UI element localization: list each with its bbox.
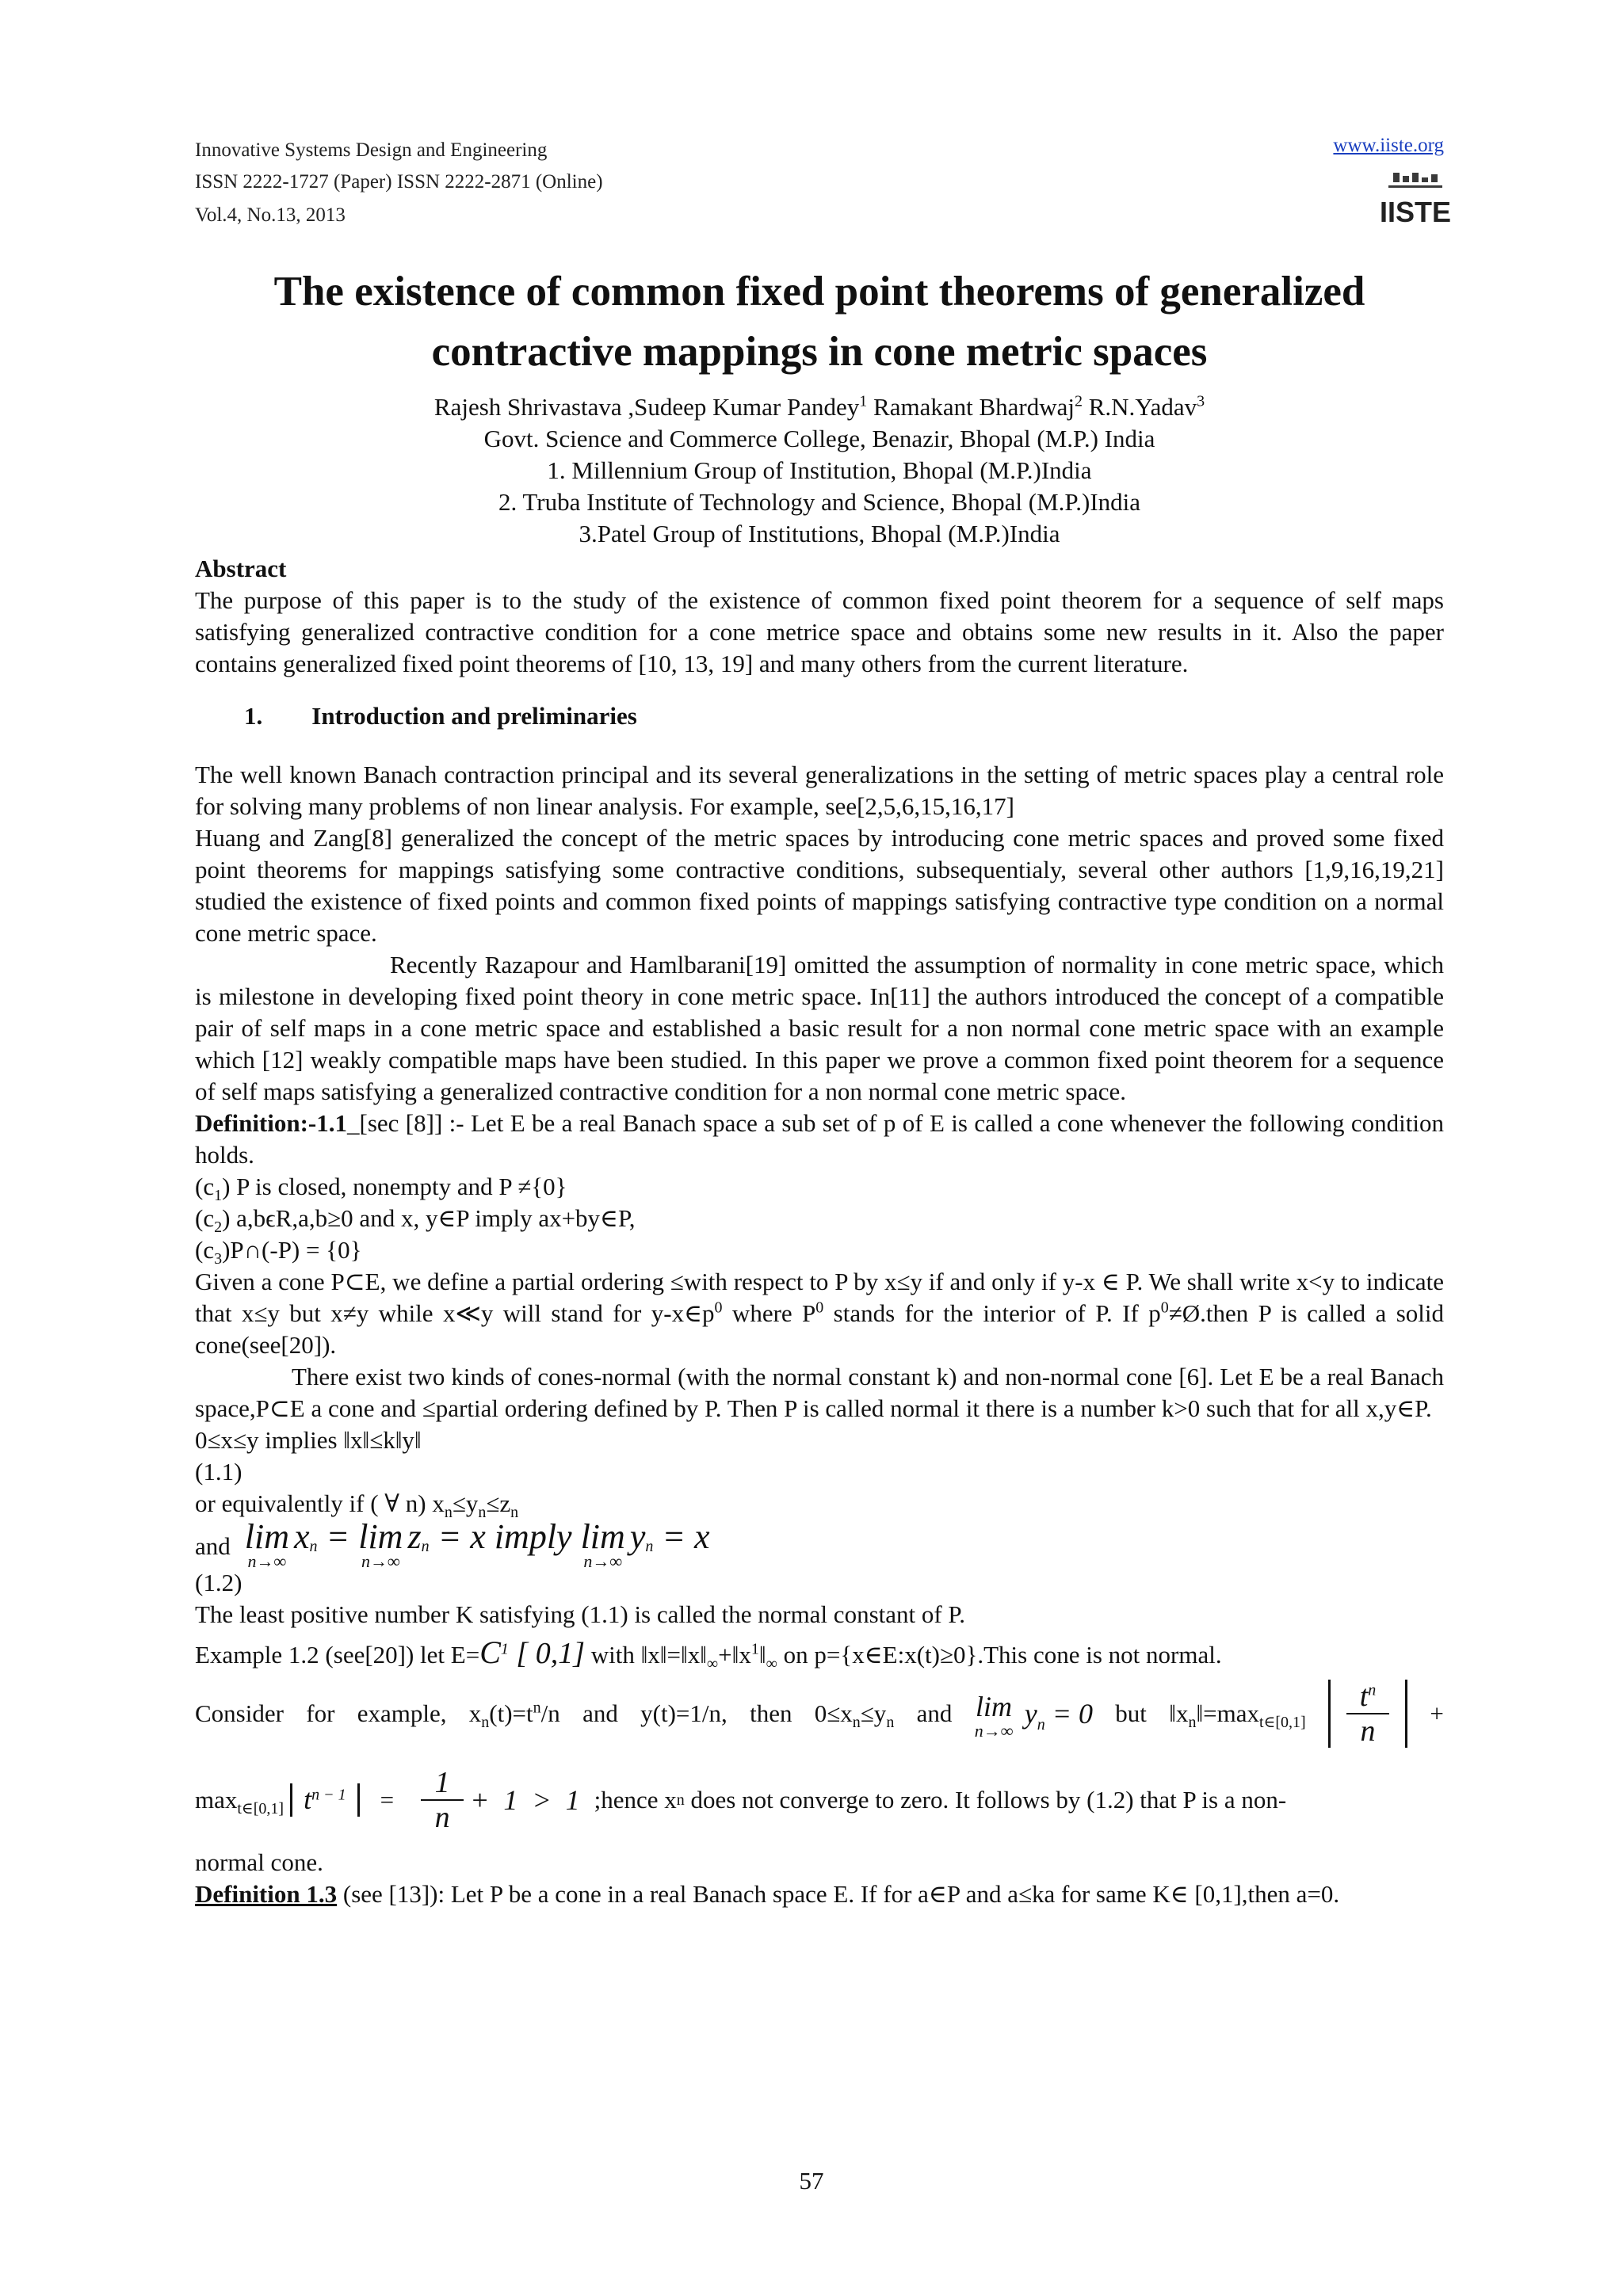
xn-t: (t)=t xyxy=(489,1699,533,1727)
w-yt: y(t)=1/n, xyxy=(640,1699,727,1727)
condition-c3 xyxy=(195,1234,1444,1266)
c3-text: P∩(-P) = {0} xyxy=(230,1236,362,1264)
w-norm xyxy=(1169,1698,1305,1730)
equiv-sub-x: n xyxy=(444,1504,453,1522)
paper-title xyxy=(195,261,1444,382)
example-1-2 xyxy=(195,1634,1444,1673)
abs-t: t xyxy=(304,1783,312,1815)
abs-tn1 xyxy=(290,1783,360,1817)
c2-close: ) xyxy=(222,1204,237,1232)
definition-1-3-label: Definition 1.3 xyxy=(195,1880,338,1908)
body-text xyxy=(195,553,1444,1910)
lim-4-y-sub: n xyxy=(1037,1716,1045,1734)
c2-text: a,bϵR,a,b≥0 and x, y∈P imply ax+by∈P, xyxy=(236,1204,636,1232)
paragraph-2: Huang and Zang[8] generalized the concept of the metric spaces by introducing cone metric spaces and proved some fixed point theorems for mappings satisfying some contractive conditions, subsequentialy, several other authors [1,9,16,19,21] studied the existence of fixed points and common fixed points of mappings satisfying contractive type condition on a normal cone metric space. xyxy=(195,824,1444,947)
definition-1-3 xyxy=(195,1878,1444,1910)
affiliation-2: 2. Truba Institute of Technology and Science, Bhopal (M.P.)India xyxy=(498,488,1141,516)
eq-y: y xyxy=(629,1517,646,1556)
w-but: but xyxy=(1115,1699,1147,1727)
ineq-sub-2: n xyxy=(886,1714,895,1732)
abstract-text: The purpose of this paper is to the study of the existence of common fixed point theorem for a sequence of self maps satisfying generalized contractive condition for a cone metrice space and obtains some new results in it. Also the paper contains generalized fixed point theorems of [10, 13, 19] and many others from the current literature. xyxy=(195,586,1444,677)
lim-3-word: lim xyxy=(580,1517,625,1556)
xn-x: x xyxy=(468,1699,482,1727)
definition-1-1-label: Definition:-1.1 xyxy=(195,1109,348,1137)
sup-1: 1 xyxy=(859,392,868,410)
paragraph-1: The well known Banach contraction principal and its several generalizations in the setting of metric spaces play a central role for solving many problems of non linear analysis. For example, see[2,5,6,15,16,17] xyxy=(195,761,1444,820)
c1-close: ) xyxy=(222,1173,237,1200)
c1-sub: 1 xyxy=(214,1187,223,1205)
frac-num-sup: n xyxy=(1368,1681,1377,1699)
ex-inf-2: ∞ xyxy=(766,1655,777,1673)
affiliation-0: Govt. Science and Commerce College, Benazir, Bhopal (M.P.) India xyxy=(483,425,1155,452)
sup-3: 3 xyxy=(1197,392,1205,410)
normal-cone: normal cone. xyxy=(195,1848,323,1876)
definition-1-3-text: (see [13]): Let P be a cone in a real Banach space E. If for a∈P and a≤ka for same K∈ [0,1],then a=0. xyxy=(337,1880,1340,1908)
max-equals: = xyxy=(380,1786,395,1814)
xn-n: /n xyxy=(540,1699,560,1727)
ex-norm-1: with ‖x‖=‖x‖ xyxy=(584,1641,707,1669)
ineq-sub-1: n xyxy=(852,1714,861,1732)
logo-text: IISTE xyxy=(1379,196,1452,228)
paragraph-6: The least positive number K satisfying (1.1) is called the normal constant of P. xyxy=(195,1600,965,1628)
ineq-b: ≤y xyxy=(860,1699,887,1727)
w-example: example, xyxy=(357,1699,447,1727)
abs-frac xyxy=(1328,1680,1407,1748)
equation-1-1: 0≤x≤y implies ‖x‖≤k‖y‖ xyxy=(195,1426,422,1454)
lim-1-word: lim xyxy=(244,1517,289,1556)
equiv-z: ≤z xyxy=(486,1489,511,1517)
authors-block xyxy=(195,391,1444,550)
c1-open: (c xyxy=(195,1173,215,1200)
p4-d: ≠Ø.then P is called a solid cone(see[20]). xyxy=(195,1299,1444,1359)
equiv-pre: or equivalently if ( ∀ n) x xyxy=(195,1489,445,1517)
ex-sup-1: 1 xyxy=(750,1640,759,1658)
issn: ISSN 2222-1727 (Paper) ISSN 2222-2871 (Online) xyxy=(195,171,603,193)
lim-3-sub: n→∞ xyxy=(583,1551,623,1571)
lim-4-eq: = 0 xyxy=(1044,1698,1093,1730)
p4-c: stands for the interior of P. If p xyxy=(823,1299,1161,1327)
equivalent-line xyxy=(195,1488,1444,1520)
p4-b: where P xyxy=(722,1299,816,1327)
eq-z: z xyxy=(407,1517,422,1556)
lim-4 xyxy=(974,1689,1014,1741)
equiv-sub-y: n xyxy=(478,1504,487,1522)
sup-2: 2 xyxy=(1074,392,1083,410)
definition-1-1 xyxy=(195,1108,1444,1171)
frac-n: n xyxy=(434,1801,450,1834)
w-xn xyxy=(469,1698,560,1730)
norm-sub: n xyxy=(1188,1714,1197,1732)
iiste-logo-icon xyxy=(1379,171,1452,228)
website-link[interactable]: www.iiste.org xyxy=(1333,135,1444,156)
c3-close: ) xyxy=(222,1236,231,1264)
abs-t-sup: n − 1 xyxy=(311,1786,346,1804)
ex-norm-2: +‖x xyxy=(718,1641,751,1669)
ex-C-sup: 1 xyxy=(500,1640,509,1658)
max-tail-2: does not converge to zero. It follows by (1.2) that P is a non- xyxy=(684,1786,1287,1814)
max-word: max xyxy=(195,1786,238,1814)
volume: Vol.4, No.13, 2013 xyxy=(195,204,346,226)
page-number: 57 xyxy=(799,2167,824,2195)
ineq-a: 0≤x xyxy=(814,1699,853,1727)
affiliation-3: 3.Patel Group of Institutions, Bhopal (M.P.)India xyxy=(579,520,1060,547)
equiv-y: ≤y xyxy=(452,1489,479,1517)
eq-end: = x xyxy=(653,1517,710,1556)
eq-x: x xyxy=(294,1517,310,1556)
paragraph-3: Recently Razapour and Hamlbarani[19] omitted the assumption of normality in cone metric space, which is milestone in developing fixed point theory in cone metric space. In[11] the authors introduced the concept of a compatible pair of self maps in a cone metric space and established a basic result for a non normal cone metric space with an example which [12] weakly compatible maps have been studied. In this paper we prove a common fixed point theorem for a sequence of self maps satisfying a generalized contractive condition for a non normal cone metric space. xyxy=(195,951,1444,1105)
w-consider: Consider xyxy=(195,1699,284,1727)
lim-4-word: lim xyxy=(976,1691,1013,1722)
p4-sup-a: 0 xyxy=(714,1299,723,1317)
frac-num xyxy=(1360,1680,1377,1713)
w-plus: + xyxy=(1430,1699,1444,1727)
p4-a: Given a cone P⊂E, we define a partial ordering ≤with respect to P by x≤y if and only if y-x ∈ P. We shall write x<y to indicate that x≤y but x≠y while x≪y will stand for y-x∈p xyxy=(195,1268,1444,1327)
title-line-2: contractive mappings in cone metric spaces xyxy=(431,329,1208,375)
xn-sup: n xyxy=(533,1699,541,1717)
and-word: and xyxy=(195,1532,231,1560)
ex-post: on p={x∈E:x(t)≥0}.This cone is not normal. xyxy=(777,1641,1222,1669)
c1-text: P is closed, nonempty and P ≠{0} xyxy=(236,1173,567,1200)
ex-C: C xyxy=(479,1634,501,1670)
abstract-heading: Abstract xyxy=(195,555,287,582)
max-rest: + 1 > 1 xyxy=(470,1784,580,1816)
equation-1-2-label: (1.2) xyxy=(195,1569,242,1596)
author-line xyxy=(195,391,1444,423)
equation-1-1-label: (1.1) xyxy=(195,1458,242,1486)
journal-name: Innovative Systems Design and Engineering xyxy=(195,139,548,161)
w-then: then xyxy=(750,1699,792,1727)
c2-sub: 2 xyxy=(214,1219,223,1237)
equiv-sub-z: n xyxy=(510,1504,519,1522)
definition-1-1-text: _[sec [8]] :- Let E be a real Banach space a sub set of p of E is called a cone whenever the following condition holds. xyxy=(195,1109,1444,1169)
equation-1-2: and lim n→∞ x n = lim n→∞ z n = x imply lim n→∞ y n = x xyxy=(195,1517,710,1571)
lim-4-y: y xyxy=(1024,1698,1037,1730)
author-2: Ramakant Bhardwaj xyxy=(867,393,1075,421)
c2-open: (c xyxy=(195,1204,215,1232)
p4-sup-b: 0 xyxy=(815,1299,824,1317)
lim-3 xyxy=(580,1517,625,1571)
w-ineq xyxy=(815,1698,895,1730)
norm-max: ‖=max xyxy=(1196,1699,1260,1727)
w-for: for xyxy=(306,1699,335,1727)
ex-norm-3: ‖ xyxy=(758,1641,766,1669)
lim-2-sub: n→∞ xyxy=(361,1551,400,1571)
consider-line xyxy=(195,1676,1444,1752)
norm-max-sub: t∈[0,1] xyxy=(1259,1714,1306,1732)
w-and-2: and xyxy=(916,1699,953,1727)
p4-sup-c: 0 xyxy=(1160,1299,1169,1317)
condition-c1 xyxy=(195,1171,1444,1203)
max-line: max t∈[0,1] $t^{n - 1}$ = $\frac{1}{n}$ + 1 > 1 ;hence x n does not converge to zero. It follows by (1.2) that P is a non- xyxy=(195,1766,1287,1834)
lim-2 xyxy=(358,1517,403,1571)
xn-sub: n xyxy=(481,1714,490,1732)
ex-inf-1: ∞ xyxy=(706,1655,719,1673)
lim-1-sub: n→∞ xyxy=(247,1551,287,1571)
ex-pre: Example 1.2 (see[20]) let E= xyxy=(195,1641,480,1669)
lim-1 xyxy=(244,1517,289,1571)
lim-2-word: lim xyxy=(358,1517,403,1556)
w-and-1: and xyxy=(582,1699,618,1727)
paragraph-5: There exist two kinds of cones-normal (with the normal constant k) and non-normal cone [6]. Let E be a real Banach space,P⊂E a cone and ≤partial ordering defined by P. Then P is called normal it there is a number k>0 such that for all x,y∈P. xyxy=(195,1363,1444,1422)
affiliation-1: 1. Millennium Group of Institution, Bhopal (M.P.)India xyxy=(547,456,1092,484)
frac-num-t: t xyxy=(1359,1680,1369,1713)
author-3: R.N.Yadav xyxy=(1082,393,1197,421)
ex-interval: [ 0,1] xyxy=(508,1637,585,1670)
lim-4-sub: n→∞ xyxy=(974,1721,1014,1741)
author-1: Rajesh Shrivastava ,Sudeep Kumar Pandey xyxy=(433,393,860,421)
paragraph-4 xyxy=(195,1266,1444,1361)
eq-imply: = x imply xyxy=(429,1517,581,1556)
lim-4-expr xyxy=(1024,1698,1093,1734)
condition-c2 xyxy=(195,1203,1444,1237)
norm-a: ‖x xyxy=(1169,1699,1189,1727)
frac-1-n xyxy=(421,1766,464,1834)
frac-tn-n xyxy=(1346,1680,1389,1748)
frac-den: n xyxy=(1360,1714,1376,1748)
title-line-1: The existence of common fixed point theorems of generalized xyxy=(273,269,1365,315)
section-1-heading: 1. Introduction and preliminaries xyxy=(244,702,637,730)
c3-open: (c xyxy=(195,1236,215,1264)
max-tail: ;hence x xyxy=(594,1786,677,1814)
frac-1: 1 xyxy=(434,1766,450,1799)
eq-equals-1: = xyxy=(317,1517,359,1556)
c3-sub: 3 xyxy=(214,1250,223,1268)
